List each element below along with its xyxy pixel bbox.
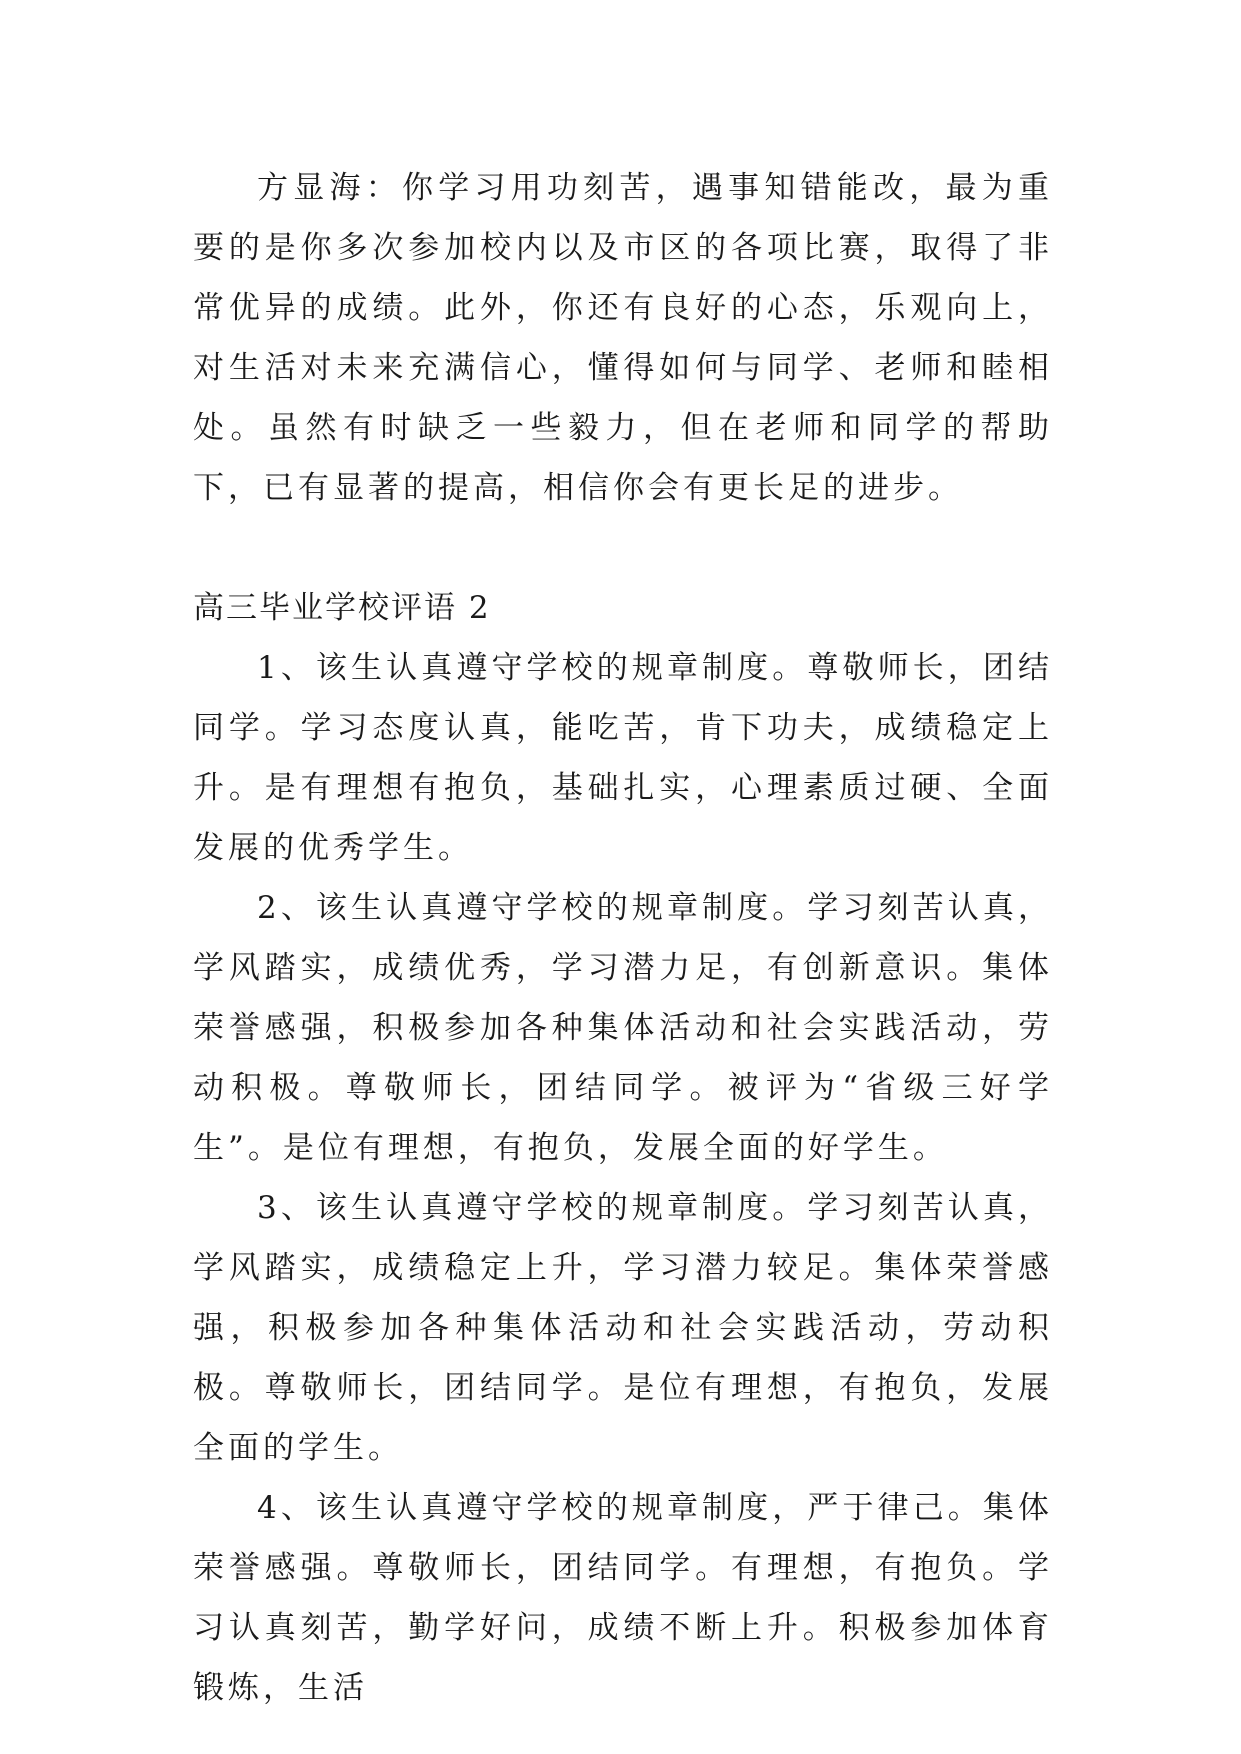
list-item: 2、该生认真遵守学校的规章制度。学习刻苦认真，学风踏实，成绩优秀，学习潜力足，有创新意识。集体荣誉感强，积极参加各种集体活动和社会实践活动，劳动积极。尊敬师长，团结同学。被评为“省级三好学生”。是位有理想，有抱负，发展全面的好学生。 — [193, 890, 1053, 1166]
list-item: 4、该生认真遵守学校的规章制度，严于律己。集体荣誉感强。尊敬师长，团结同学。有理想，有抱负。学习认真刻苦，勤学好问，成绩不断上升。积极参加体育锻炼，生活 — [193, 1490, 1053, 1706]
intro-paragraph: 方显海：你学习用功刻苦，遇事知错能改，最为重要的是你多次参加校内以及市区的各项比赛，取得了非常优异的成绩。此外，你还有良好的心态，乐观向上，对生活对未来充满信心，懂得如何与同学、老师和睦相处。虽然有时缺乏一些毅力，但在老师和同学的帮助下，已有显著的提高，相信你会有更长足的进步。 — [193, 170, 1053, 506]
list-item: 3、该生认真遵守学校的规章制度。学习刻苦认真，学风踏实，成绩稳定上升，学习潜力较足。集体荣誉感强，积极参加各种集体活动和社会实践活动，劳动积极。尊敬师长，团结同学。是位有理想，有抱负，发展全面的学生。 — [193, 1190, 1053, 1466]
list-item: 1、该生认真遵守学校的规章制度。尊敬师长，团结同学。学习态度认真，能吃苦，肯下功夫，成绩稳定上升。是有理想有抱负，基础扎实，心理素质过硬、全面发展的优秀学生。 — [193, 650, 1053, 866]
section-heading: 高三毕业学校评语 2 — [193, 590, 491, 626]
document-body — [193, 158, 1053, 1718]
